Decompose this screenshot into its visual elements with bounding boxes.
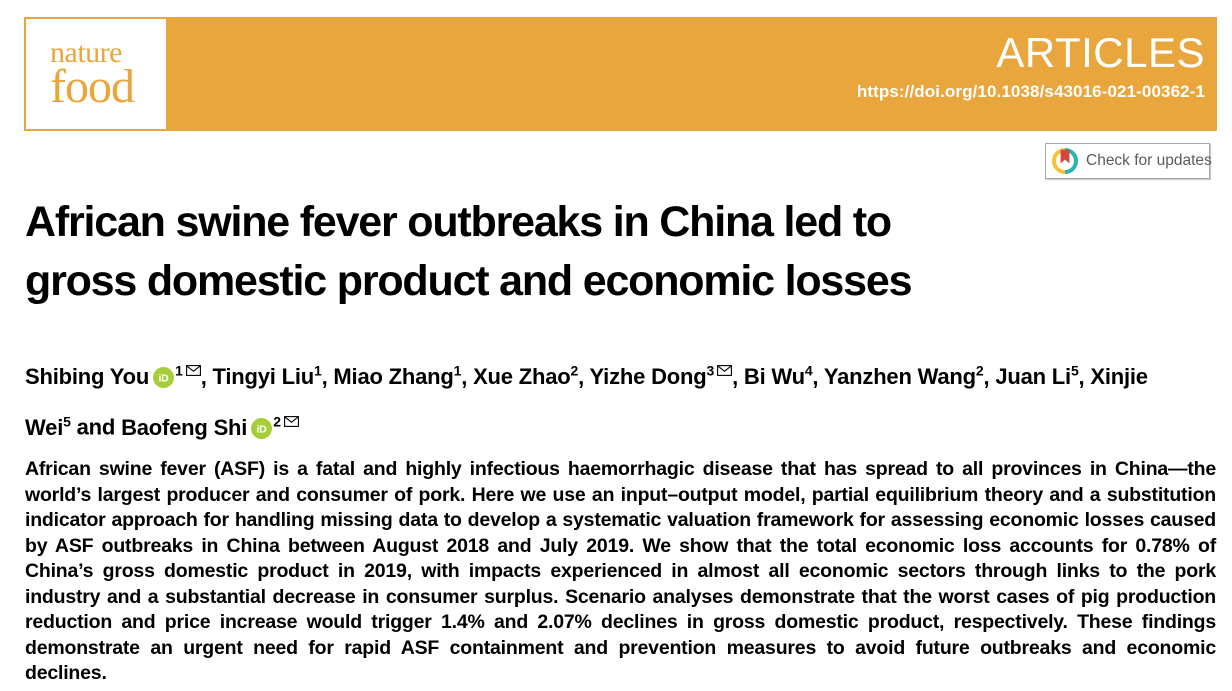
orcid-icon[interactable] xyxy=(153,361,174,401)
author-affiliation: 3 xyxy=(706,363,715,379)
author xyxy=(824,364,984,389)
author xyxy=(744,364,813,389)
author-name: Xinjie Wei xyxy=(25,364,1148,440)
author xyxy=(473,364,578,389)
article-title xyxy=(25,193,1195,311)
journal-logo xyxy=(24,17,168,131)
author-separator: , xyxy=(578,364,590,390)
banner-right-area xyxy=(168,17,1217,131)
abstract-text: African swine fever (ASF) is a fatal and highly infectious haemorrhagic disease that has spread to all provinces in China—the world’s largest producer and consumer of pork. Here we use an input–output model, partial equilibrium theory and a substitution indicator approach for handling missing data to develop a systematic valuation framework for assessing economic losses caused by ASF outbreaks in China between August 2018 and July 2019. We show that the total economic loss accounts for 0.78% of China’s gross domestic product in 2019, with impacts experienced in almost all economic sectors through links to the pork industry and a substantial decrease in consumer surplus. Scenario analyses demonstrate that the worst cases of pig production reduction and price increase would trigger 1.4% and 2.07% declines in gross domestic product, respectively. These findings demonstrate an urgent need for rapid ASF containment and prevention measures to avoid future outbreaks and economic declines. xyxy=(25,458,1216,684)
email-icon[interactable] xyxy=(717,349,732,389)
author-affiliation: 1 xyxy=(175,363,183,379)
doi-link[interactable]: https://doi.org/10.1038/s43016-021-00362-1 xyxy=(856,82,1205,101)
svg-text:iD: iD xyxy=(158,373,169,386)
author-separator: , xyxy=(200,364,213,390)
author-separator: , xyxy=(321,364,334,390)
journal-logo-nature: nature xyxy=(50,36,122,69)
author xyxy=(590,364,733,389)
author-name: Shibing You xyxy=(25,364,150,390)
svg-text:iD: iD xyxy=(256,423,267,436)
author xyxy=(121,415,299,440)
author-affiliation: 2 xyxy=(570,363,579,379)
author-name: Miao Zhang xyxy=(333,364,454,390)
article-title-line2: gross domestic product and economic losses xyxy=(25,257,912,305)
email-icon[interactable] xyxy=(284,400,299,440)
author-separator: , xyxy=(461,364,474,390)
section-label: ARTICLES xyxy=(996,29,1205,76)
author-affiliation: 1 xyxy=(314,363,322,379)
author-separator: and xyxy=(70,414,122,440)
author-name: Yanzhen Wang xyxy=(823,364,976,390)
author-name: Bi Wu xyxy=(743,364,805,390)
author xyxy=(995,364,1078,389)
author-separator: , xyxy=(1078,364,1091,390)
author-affiliation: 5 xyxy=(1070,363,1079,379)
author-affiliation: 2 xyxy=(273,413,281,430)
journal-banner xyxy=(24,17,1217,131)
article-title-line1: African swine fever outbreaks in China led to xyxy=(25,198,891,246)
author xyxy=(25,364,201,389)
author-affiliation: 4 xyxy=(804,363,813,379)
author-list xyxy=(25,351,1165,452)
author-separator: , xyxy=(983,364,996,390)
author-name: Baofeng Shi xyxy=(121,414,248,440)
author-separator: , xyxy=(812,364,824,390)
author-name: Xue Zhao xyxy=(473,364,571,390)
author-name: Tingyi Liu xyxy=(212,364,314,390)
author-name: Yizhe Dong xyxy=(589,364,707,390)
check-for-updates-badge[interactable] xyxy=(1045,143,1210,179)
author-name: Juan Li xyxy=(995,364,1071,390)
author-affiliation: 1 xyxy=(453,363,462,379)
author xyxy=(333,364,461,389)
check-for-updates-label: Check for updates xyxy=(1086,152,1212,169)
journal-logo-food: food xyxy=(50,60,134,113)
orcid-icon[interactable] xyxy=(251,412,272,452)
email-icon[interactable] xyxy=(186,349,201,389)
crossmark-icon xyxy=(1052,148,1078,174)
author-separator: , xyxy=(732,364,744,390)
author-affiliation: 2 xyxy=(975,363,984,379)
author xyxy=(213,364,322,389)
author-affiliation: 5 xyxy=(63,413,71,430)
